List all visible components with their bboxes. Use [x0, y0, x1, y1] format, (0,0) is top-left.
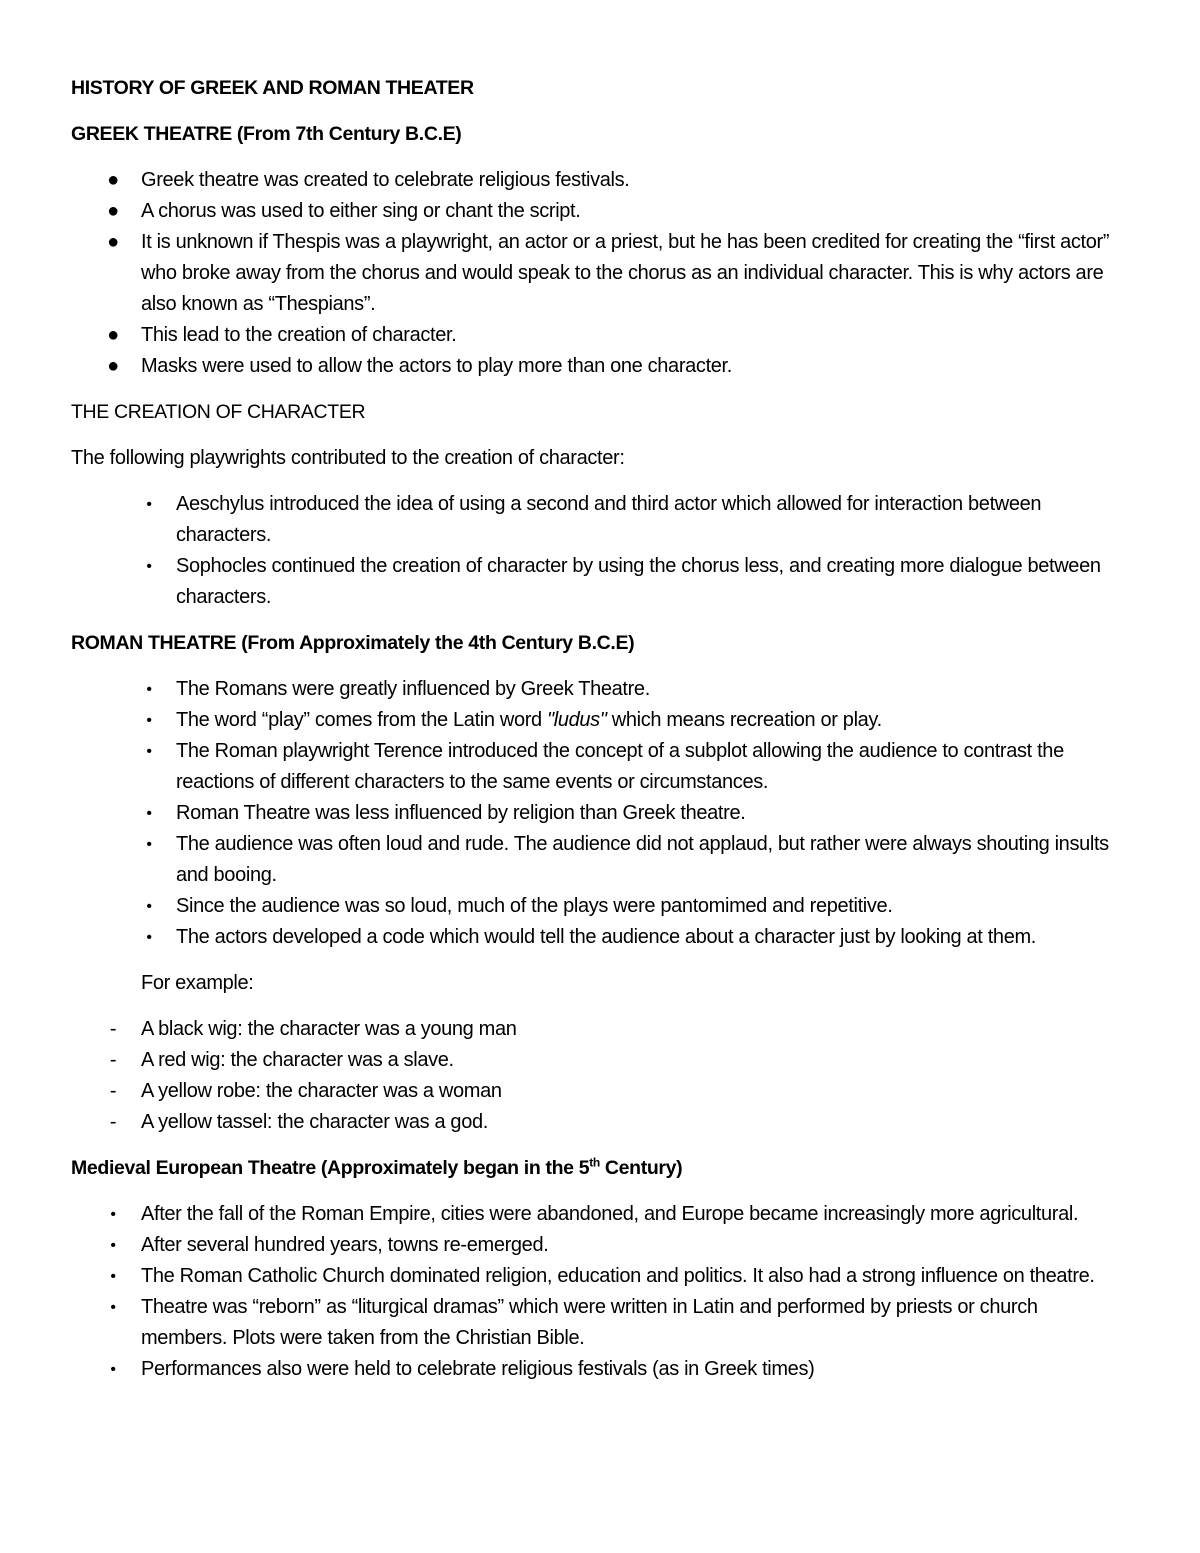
list-item: - A yellow tassel: the character was a god.: [71, 1107, 1128, 1138]
list-item: • The Roman playwright Terence introduced the concept of a subplot allowing the audience to contrast the reactions of different characters to the same events or circumstances.: [71, 736, 1128, 798]
bullet-icon: •: [146, 558, 152, 575]
list-item: ● A chorus was used to either sing or chant the script.: [71, 196, 1128, 227]
latin-word: "ludus": [547, 709, 607, 731]
list-item: ● Masks were used to allow the actors to play more than one character.: [71, 351, 1128, 382]
greek-bullet-list: [71, 165, 1128, 382]
roman-theatre-heading: ROMAN THEATRE (From Approximately the 4th Century B.C.E): [71, 632, 635, 654]
list-item: • After the fall of the Roman Empire, cities were abandoned, and Europe became increasingly more agricultural.: [71, 1199, 1128, 1230]
list-item: ● Greek theatre was created to celebrate religious festivals.: [71, 165, 1128, 196]
bullet-icon: •: [146, 681, 152, 698]
bullet-icon: ●: [107, 200, 119, 222]
dash-icon: -: [109, 1080, 117, 1102]
dash-icon: -: [109, 1049, 117, 1071]
list-item: • Since the audience was so loud, much of the plays were pantomimed and repetitive.: [71, 891, 1128, 922]
bullet-icon: •: [110, 1237, 116, 1254]
creation-of-character-heading: THE CREATION OF CHARACTER: [71, 401, 366, 423]
creation-intro: The following playwrights contributed to the creation of character:: [71, 447, 625, 469]
list-item: • The actors developed a code which would tell the audience about a character just by looking at them.: [71, 922, 1128, 953]
list-item: • Performances also were held to celebrate religious festivals (as in Greek times): [71, 1354, 1128, 1385]
bullet-icon: •: [146, 929, 152, 946]
roman-bullet-list: [71, 674, 1128, 953]
list-item: - A yellow robe: the character was a woman: [71, 1076, 1128, 1107]
bullet-icon: •: [146, 836, 152, 853]
document-title: HISTORY OF GREEK AND ROMAN THEATER: [71, 77, 474, 99]
list-item: ● It is unknown if Thespis was a playwright, an actor or a priest, but he has been credited for creating the “first actor” who broke away from the chorus and would speak to the chorus as an individual character. This is why actors are also known as “Thespians”.: [71, 227, 1128, 320]
list-item: - A black wig: the character was a young man: [71, 1014, 1128, 1045]
bullet-icon: ●: [107, 355, 119, 377]
dash-icon: -: [109, 1018, 117, 1040]
bullet-icon: •: [110, 1206, 116, 1223]
list-item: • Theatre was “reborn” as “liturgical dramas” which were written in Latin and performed by priests or church members. Plots were taken from the Christian Bible.: [71, 1292, 1128, 1354]
list-item: • The Roman Catholic Church dominated religion, education and politics. It also had a strong influence on theatre.: [71, 1261, 1128, 1292]
dash-icon: -: [109, 1111, 117, 1133]
medieval-theatre-heading: Medieval European Theatre (Approximately began in the 5th Century): [71, 1155, 683, 1179]
list-item: • The audience was often loud and rude. The audience did not applaud, but rather were always shouting insults and booing.: [71, 829, 1128, 891]
bullet-icon: •: [146, 496, 152, 513]
bullet-icon: ●: [107, 231, 119, 253]
bullet-icon: •: [146, 805, 152, 822]
list-item: ● This lead to the creation of character.: [71, 320, 1128, 351]
medieval-bullet-list: [71, 1199, 1128, 1385]
bullet-icon: •: [110, 1361, 116, 1378]
bullet-icon: •: [110, 1268, 116, 1285]
list-item: • The word “play” comes from the Latin word "ludus" which means recreation or play.: [71, 705, 1128, 736]
bullet-icon: ●: [107, 169, 119, 191]
example-label: For example:: [141, 972, 254, 994]
list-item: • Roman Theatre was less influenced by religion than Greek theatre.: [71, 798, 1128, 829]
list-item: - A red wig: the character was a slave.: [71, 1045, 1128, 1076]
bullet-icon: •: [110, 1299, 116, 1316]
bullet-icon: ●: [107, 324, 119, 346]
bullet-icon: •: [146, 743, 152, 760]
list-item: • The Romans were greatly influenced by Greek Theatre.: [71, 674, 1128, 705]
list-item: • After several hundred years, towns re-emerged.: [71, 1230, 1128, 1261]
list-item: • Sophocles continued the creation of character by using the chorus less, and creating more dialogue between characters.: [71, 551, 1128, 613]
bullet-icon: •: [146, 712, 152, 729]
example-dash-list: [71, 1014, 1128, 1138]
list-item: • Aeschylus introduced the idea of using a second and third actor which allowed for interaction between characters.: [71, 489, 1128, 551]
bullet-icon: •: [146, 898, 152, 915]
playwright-bullet-list: [71, 489, 1128, 613]
greek-theatre-heading: GREEK THEATRE (From 7th Century B.C.E): [71, 123, 462, 145]
